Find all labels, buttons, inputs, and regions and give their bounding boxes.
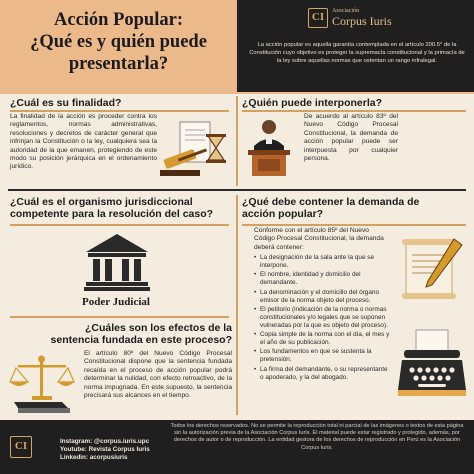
scales-book-icon: [8, 352, 76, 414]
organismo-divider: [10, 316, 229, 318]
quien-heading: ¿Quién puede interponerla?: [242, 97, 383, 109]
footer-social-links: [60, 438, 150, 462]
section-divider-top: [0, 92, 474, 94]
brand-logo: [308, 8, 392, 28]
linkedin-link[interactable]: Linkedin: acorpusiuris: [60, 454, 128, 461]
organismo-underline: [10, 224, 229, 226]
column-divider: [236, 96, 238, 186]
section-divider-middle: [8, 189, 466, 191]
efectos-text: El artículo 80º del Nuevo Código Procesal Constitucional dispone que la sentencia fundada recaída en el proceso de acción popular podrá determinar la nulidad, con efecto retroactivo, de la norma impugnada. En este supuesto, la sentencia precisará sus alcances en el tiempo.: [84, 350, 232, 400]
title-line-1: Acción Popular:: [54, 10, 183, 30]
finalidad-heading: ¿Cuál es su finalidad?: [10, 97, 122, 109]
list-item: • El petitorio (indicación de la norma o normas constitucionales y/o legales que se suponen vulneradas por la que es objeto del proceso).: [254, 306, 390, 330]
efectos-heading-line-1: ¿Cuáles son los efectos de la: [84, 322, 232, 334]
organismo-heading-line-1: ¿Cuál es el organismo jurisdiccional: [10, 196, 193, 208]
gavel-hourglass-icon: [160, 116, 232, 180]
efectos-heading: [10, 322, 232, 346]
organismo-heading: [10, 196, 213, 220]
typewriter-icon: [398, 328, 466, 398]
footer-logo-icon: CI: [10, 436, 32, 458]
contenido-intro: Conforme con el artículo 85º del Nuevo Código Procesal Constitucional, la demanda deberá contener:: [254, 227, 384, 251]
list-item: • La denominación y el domicilio del órgano emisor de la norma objeto del proceso.: [254, 289, 390, 305]
title-line-2: ¿Qué es y quién puede: [30, 32, 207, 52]
judge-podium-icon: [244, 116, 294, 178]
instagram-link[interactable]: Instagram: @corpus.iuris.upc: [60, 438, 150, 445]
logo-big-text: Corpus Iuris: [332, 14, 392, 28]
courthouse-icon: [84, 232, 150, 292]
page-title: [6, 9, 231, 75]
contenido-underline: [242, 224, 466, 226]
finalidad-underline: [10, 110, 229, 112]
contenido-list: [254, 254, 390, 383]
logo-mark-icon: CI: [308, 8, 328, 28]
list-item: • Los fundamentos en que se sustenta la pretensión.: [254, 348, 390, 364]
organismo-heading-line-2: competente para la resolución del caso?: [10, 208, 214, 220]
quien-text: De acuerdo al artículo 83º del Nuevo Código Procesal Constitucional, la demanda de acción popular puede ser interpuesta por cualquier persona.: [304, 113, 398, 163]
list-item: • Copia simple de la norma con el día, el mes y el año de su publicación.: [254, 331, 390, 347]
title-line-3: presentarla?: [68, 54, 169, 74]
pen-scroll-icon: [398, 235, 466, 301]
list-item: • El nombre, identidad y domicilio del demandante.: [254, 271, 390, 287]
contenido-heading: [242, 196, 419, 220]
contenido-heading-line-1: ¿Qué debe contener la demanda de: [242, 196, 420, 208]
quien-underline: [242, 110, 466, 112]
header-description: La acción popular es aquella garantía contemplada en el artículo 200.5° de la Constitución cuyo objetivo es proteger la supremacía constitucional y la primacía de la ley sobre aquellas normas que ostentan un rango infralegal.: [249, 42, 465, 64]
poder-judicial-label: Poder Judicial: [82, 296, 150, 308]
footer-copyright: Todos los derechos reservados. No se permite la reproducción total ni parcial de las imágenes o textos de esta página sin la autorización previa de la Asociación Corpus Iuris. El material puede estar registrado y protegido, además, por derechos de autor o de reproducción. La entidad gestora de los derechos de reproducción en Perú es la Asociación Corpus Iuris.: [170, 423, 464, 451]
list-item: • La firma del demandante, o su representante o apoderado, y la del abogado.: [254, 366, 390, 382]
finalidad-text: La finalidad de la acción es proceder contra los reglamentos, normas administrativas, resoluciones y decretos de carácter general que infrinjan la Constitución o la ley, cualquiera sea la autoridad de la que emanen, protegiendo de este modo su posición jerárquica en el ordenamiento jurídico.: [10, 113, 157, 171]
column-divider-lower: [236, 195, 238, 415]
logo-small-text: Asociación: [332, 8, 359, 14]
contenido-heading-line-2: acción popular?: [242, 208, 324, 220]
list-item: • La designación de la sala ante la que se interpone.: [254, 254, 390, 270]
efectos-heading-line-2: sentencia fundada en este proceso?: [50, 334, 232, 346]
youtube-link[interactable]: Youtube: Revista Corpus Iuris: [60, 446, 150, 453]
